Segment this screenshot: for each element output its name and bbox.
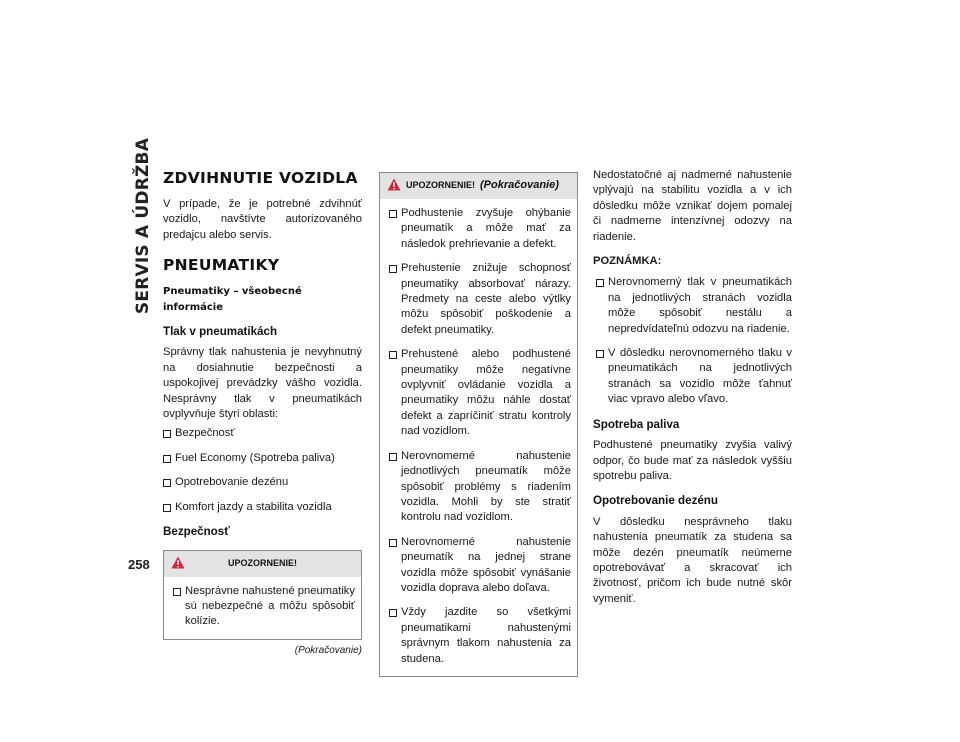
- warning-box: [163, 550, 362, 640]
- warning-item: Nerovnomerné nahustenie jednotlivých pneumatík môže spôsobiť problémy s riadením vozidla. Mohli by ste stratiť kontrolu nad vozidlom.: [386, 449, 571, 526]
- warning-item: Nerovnomerné nahustenie pneumatík na jednej strane vozidla môže spôsobiť vynášanie vozidla doprava alebo doľava.: [386, 535, 571, 597]
- warning-item: Prehustené alebo podhustené pneumatiky môže negatívne ovplyvniť ovládanie vozidla a pneumatiky môžu náhle dostať defekt a zapríčiniť stratu kontroly nad vozidlom.: [386, 347, 571, 439]
- heading-tires: PNEUMATIKY: [163, 256, 280, 275]
- heading-tread-wear: Opotrebovanie dezénu: [593, 494, 718, 508]
- warning-header: [380, 173, 577, 199]
- paragraph-lift: V prípade, že je potrebné zdvihnúť vozidlo, navštívte autorizovaného predajcu alebo servis.: [163, 198, 362, 241]
- warning-title: UPOZORNENIE!: [406, 180, 476, 191]
- heading-lift: ZDVIHNUTIE VOZIDLA: [163, 169, 358, 187]
- warning-body: [380, 199, 577, 676]
- list-item: Opotrebovanie dezénu: [163, 475, 362, 490]
- chapter-side-tab: [126, 137, 160, 315]
- column-middle: [379, 172, 578, 677]
- warning-item: Prehustenie znižuje schopnosť pneumatiky absorbovať nárazy. Predmety na ceste alebo výtlky môžu spôsobiť poškodenie a defekt pneumatiky.: [386, 261, 571, 338]
- paragraph-intro: Nedostatočné aj nadmerné nahustenie vplývajú na stabilitu vozidla a v ich dôsledku môže vznikať dojem pomalej či nadmerne intenzívnej odozvy na riadenie.: [593, 169, 792, 243]
- heading-safety: Bezpečnosť: [163, 525, 230, 539]
- heading-fuel: Spotreba paliva: [593, 417, 680, 431]
- warning-title: UPOZORNENIE!: [227, 557, 297, 568]
- paragraph-fuel: Podhustené pneumatiky zvyšia valivý odpor, čo bude mať za následok vyššiu spotrebu paliva.: [593, 439, 792, 482]
- list-item: Bezpečnosť: [163, 426, 362, 441]
- note-item: V dôsledku nerovnomerného tlaku v pneumatikách na jednotlivých stranách sa vozidlo môže ťahnuť viac vpravo alebo vľavo.: [593, 346, 792, 408]
- warning-body: [164, 577, 361, 639]
- heading-tire-pressure: Tlak v pneumatikách: [163, 325, 278, 339]
- warning-box-continued: [379, 172, 578, 677]
- chapter-title: SERVIS A ÚDRŽBA: [133, 137, 153, 315]
- note-item: Nerovnomerný tlak v pneumatikách na jednotlivých stranách vozidla môže spôsobiť nestálu a nepredvídateľnú odozvu na riadenie.: [593, 275, 792, 337]
- list-item: Komfort jazdy a stabilita vozidla: [163, 500, 362, 515]
- note-label: POZNÁMKA:: [593, 255, 662, 268]
- column-right: [593, 168, 792, 616]
- warning-item: Vždy jazdite so všetkými pneumatikami nahustenými správnym tlakom nahustenia za studena.: [386, 605, 571, 667]
- page-number: 258: [128, 557, 150, 572]
- list-item: Fuel Economy (Spotreba paliva): [163, 451, 362, 466]
- warning-triangle-icon: [387, 178, 401, 191]
- column-left: [163, 168, 362, 658]
- heading-tires-general: Pneumatiky – všeobecné informácie: [163, 286, 302, 313]
- warning-header: [164, 551, 361, 577]
- paragraph-tire-pressure: Správny tlak nahustenia je nevyhnutný na dosiahnutie bezpečnosti a uspokojivej prevádzky vášho vozidla. Nesprávny tlak v pneumatikách ovplyvňuje štyri oblasti:: [163, 346, 362, 421]
- paragraph-tread-wear: V dôsledku nesprávneho tlaku nahustenia pneumatík za studena sa môže dezén pneumatík neúmerne opotrebovávať a skracovať ich životnosť, pričom ich bude nutné skôr vymeniť.: [593, 515, 792, 605]
- continued-label: (Pokračovanie): [294, 644, 362, 656]
- warning-item: Nesprávne nahustené pneumatiky sú nebezpečné a môžu spôsobiť kolízie.: [170, 584, 355, 630]
- warning-continued-label: (Pokračovanie): [480, 179, 559, 192]
- warning-triangle-icon: [171, 556, 185, 569]
- warning-item: Podhustenie zvyšuje ohýbanie pneumatík a môže mať za následok prehrievanie a defekt.: [386, 206, 571, 252]
